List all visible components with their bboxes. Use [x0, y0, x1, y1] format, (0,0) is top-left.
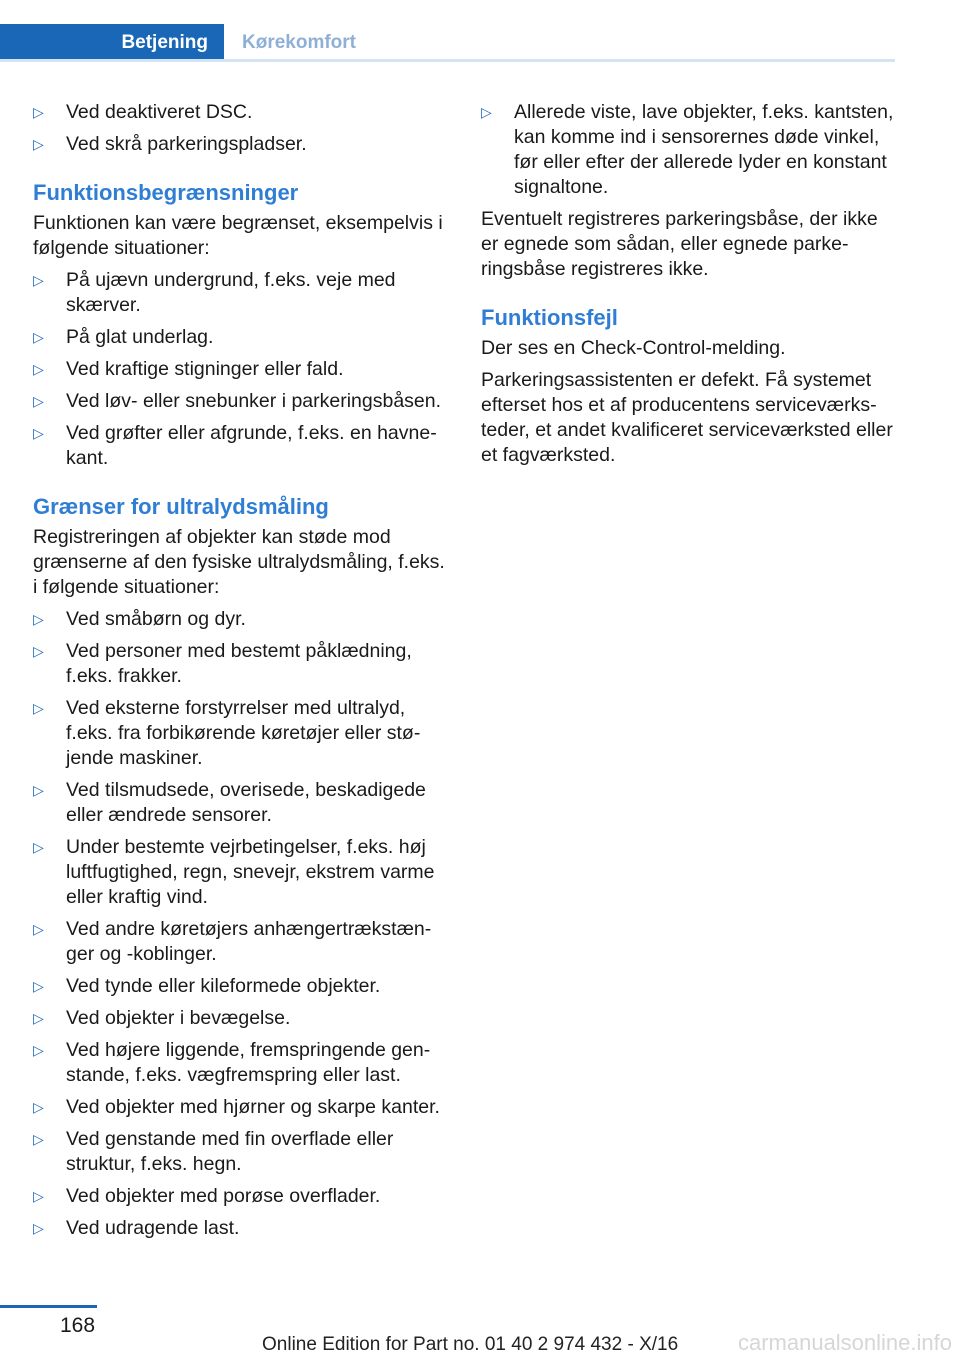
triangle-bullet-icon: ▷ — [33, 1099, 44, 1115]
triangle-bullet-icon: ▷ — [33, 1131, 44, 1147]
list-item: ▷ Ved andre køretøjers anhængertrækstænger og -koblinger. — [33, 918, 432, 965]
triangle-bullet-icon: ▷ — [33, 1220, 44, 1236]
header-divider — [0, 59, 895, 62]
triangle-bullet-icon: ▷ — [33, 136, 44, 152]
triangle-bullet-icon: ▷ — [33, 104, 44, 120]
page-number: 168 — [60, 1314, 96, 1337]
list-item: ▷ Ved objekter med porøse overflader. — [33, 1185, 381, 1207]
left-column — [33, 100, 449, 1248]
section-paragraph: Eventuelt registreres parkeringsbåse, der ikke er egnede som sådan, eller egnede parkeringsbåse registreres ikke. — [481, 208, 878, 280]
section-paragraph: Der ses en Check-Control-melding. — [481, 337, 786, 359]
right-column — [481, 100, 895, 475]
list-item: ▷ Ved kraftige stigninger eller fald. — [33, 358, 344, 380]
section-heading-funktionsfejl: Funktionsfejl — [481, 305, 618, 330]
triangle-bullet-icon: ▷ — [33, 272, 44, 288]
tab-betjening[interactable]: Betjening — [0, 24, 224, 62]
triangle-bullet-icon: ▷ — [33, 361, 44, 377]
tab-korekomfort[interactable]: Kørekomfort — [242, 32, 357, 53]
list-item: ▷ Ved genstande med fin overflade eller struktur, f.eks. hegn. — [33, 1128, 394, 1175]
triangle-bullet-icon: ▷ — [33, 1042, 44, 1058]
section-paragraph: Registreringen af objekter kan støde mod grænserne af den fysiske ultralydsmåling, f.eks. i følgende situationer: — [33, 526, 445, 598]
triangle-bullet-icon: ▷ — [33, 1188, 44, 1204]
right-bullet-list — [481, 100, 895, 200]
footer-divider — [0, 1305, 97, 1308]
section-heading-funktionsbegraensninger: Funktionsbegrænsninger — [33, 180, 299, 205]
section-heading-ultralyd: Grænser for ultralydsmåling — [33, 494, 329, 519]
triangle-bullet-icon: ▷ — [33, 329, 44, 345]
list-item: ▷ Allerede viste, lave objekter, f.eks. kantsten, kan komme ind i sensorernes døde vinkel, før eller efter der allerede lyder en konstant signaltone. — [481, 101, 894, 198]
triangle-bullet-icon: ▷ — [33, 1010, 44, 1026]
triangle-bullet-icon: ▷ — [33, 393, 44, 409]
list-item: ▷ Ved løv- eller snebunker i parkeringsbåsen. — [33, 390, 442, 412]
list-item: ▷ Ved småbørn og dyr. — [33, 608, 246, 630]
triangle-bullet-icon: ▷ — [33, 839, 44, 855]
list-item: ▷ Ved objekter i bevægelse. — [33, 1007, 291, 1029]
triangle-bullet-icon: ▷ — [33, 611, 44, 627]
list-item: ▷ Ved objekter med hjørner og skarpe kanter. — [33, 1096, 440, 1118]
intro-bullet-list — [33, 100, 449, 157]
triangle-bullet-icon: ▷ — [33, 700, 44, 716]
list-item: ▷ Under bestemte vejrbetingelser, f.eks. høj luftfugtighed, regn, snevejr, ekstrem varme eller kraftig vind. — [33, 836, 435, 908]
triangle-bullet-icon: ▷ — [33, 425, 44, 441]
list-item: ▷ På ujævn undergrund, f.eks. veje med skærver. — [33, 269, 396, 316]
triangle-bullet-icon: ▷ — [33, 978, 44, 994]
triangle-bullet-icon: ▷ — [33, 643, 44, 659]
watermark: carmanualsonline.info — [737, 1330, 952, 1355]
list-item: ▷ På glat underlag. — [33, 326, 214, 348]
edition-info: Online Edition for Part no. 01 40 2 974 432 - X/16 — [262, 1334, 679, 1355]
limitations-bullet-list — [33, 268, 449, 471]
list-item: ▷ Ved deaktiveret DSC. — [33, 101, 253, 123]
section-paragraph: Parkeringsassistenten er defekt. Få systemet efterset hos et af producentens serviceværksteder, et andet kvalificeret serviceværksted eller et fagværksted. — [481, 369, 893, 466]
list-item: ▷ Ved eksterne forstyrrelser med ultralyd, f.eks. fra forbikørende køretøjer eller støjende maskiner. — [33, 697, 421, 769]
triangle-bullet-icon: ▷ — [33, 782, 44, 798]
list-item: ▷ Ved udragende last. — [33, 1217, 240, 1239]
list-item: ▷ Ved grøfter eller afgrunde, f.eks. en havnekant. — [33, 422, 437, 469]
list-item: ▷ Ved højere liggende, fremspringende genstande, f.eks. vægfremspring eller last. — [33, 1039, 431, 1086]
triangle-bullet-icon: ▷ — [33, 921, 44, 937]
list-item: ▷ Ved personer med bestemt påklædning, f.eks. frakker. — [33, 640, 412, 687]
list-item: ▷ Ved skrå parkeringspladser. — [33, 133, 307, 155]
ultrasound-bullet-list — [33, 607, 449, 1241]
section-paragraph: Funktionen kan være begrænset, eksempelvis i følgende situationer: — [33, 212, 443, 259]
triangle-bullet-icon: ▷ — [481, 104, 492, 120]
list-item: ▷ Ved tilsmudsede, overisede, beskadigede eller ændrede sensorer. — [33, 779, 426, 826]
list-item: ▷ Ved tynde eller kileformede objekter. — [33, 975, 381, 997]
